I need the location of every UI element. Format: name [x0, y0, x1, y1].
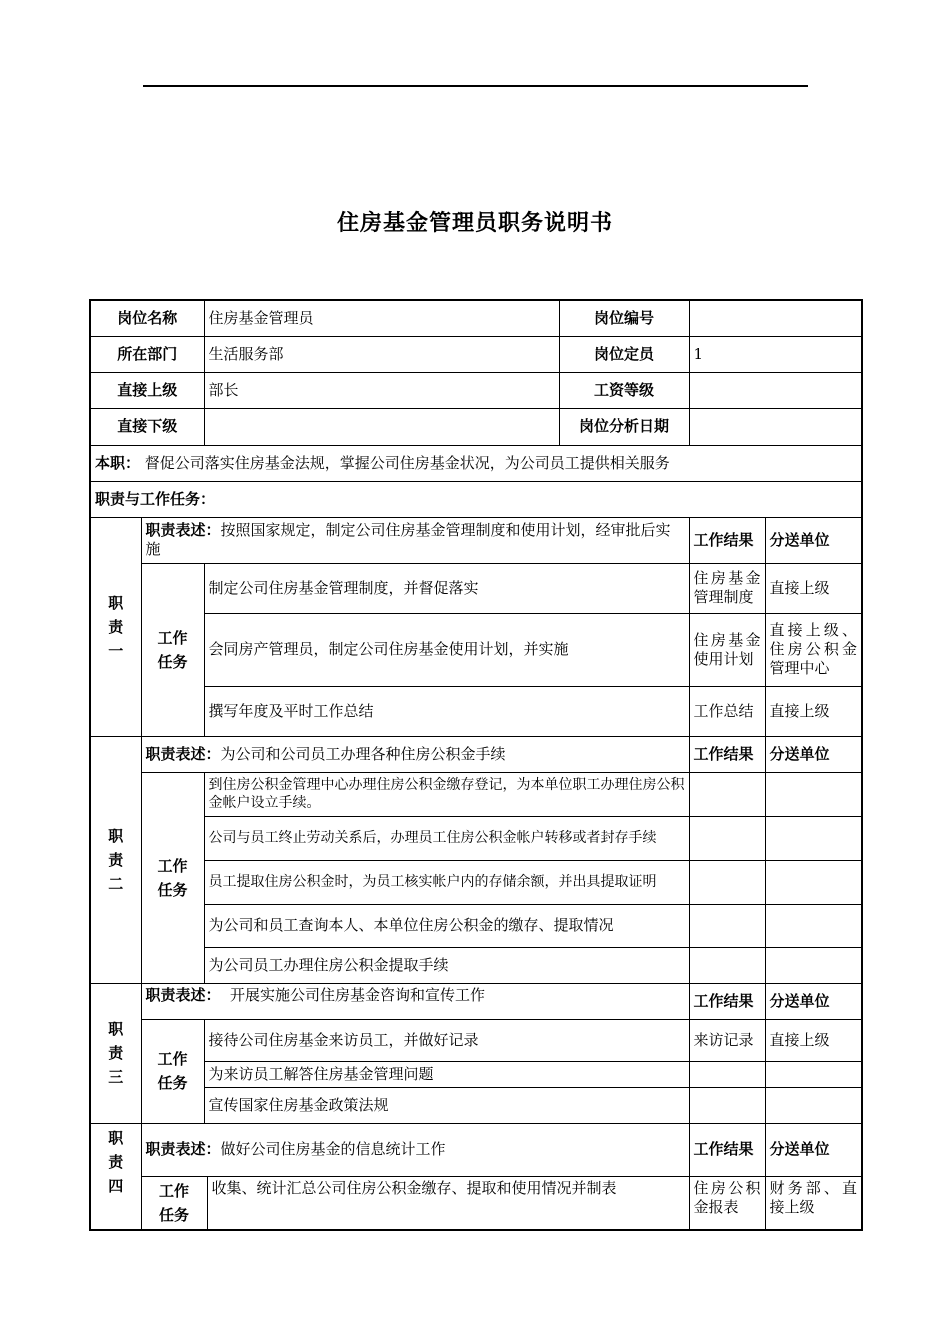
duty-label: 本职： [95, 453, 141, 472]
task-result [689, 860, 765, 904]
job-description-table-wrap [89, 299, 861, 1231]
task-dest [765, 1087, 862, 1123]
task-row [90, 860, 862, 904]
section-desc-row [90, 736, 862, 772]
grade-value [689, 372, 862, 408]
dest-header: 分送单位 [765, 517, 862, 563]
task-text: 宣传国家住房基金政策法规 [204, 1087, 689, 1123]
task-dest [765, 1061, 862, 1087]
task-row [90, 613, 862, 686]
task-result [689, 904, 765, 947]
task-row [90, 947, 862, 983]
duty-cell [90, 445, 862, 481]
task-row [90, 904, 862, 947]
section-name: 职 责 四 [90, 1123, 141, 1230]
task-label: 工作 任务 [141, 1019, 204, 1123]
task-label: 工作 任务 [141, 563, 204, 736]
section-desc: 职责表述：为公司和公司员工办理各种住房公积金手续 [141, 736, 689, 772]
job-description-table [89, 299, 863, 1231]
section-desc: 职责表述：做好公司住房基金的信息统计工作 [141, 1123, 689, 1176]
task-dest [765, 904, 862, 947]
result-header: 工作结果 [689, 517, 765, 563]
task-result: 来访记录 [689, 1019, 765, 1061]
task-text: 接待公司住房基金来访员工，并做好记录 [204, 1019, 689, 1061]
task-text: 到住房公积金管理中心办理住房公积金缴存登记，为本单位职工办理住房公积金帐户设立手续。 [204, 772, 689, 816]
task-text: 会同房产管理员，制定公司住房基金使用计划，并实施 [204, 613, 689, 686]
task-dest: 财务部、直接上级 [765, 1176, 862, 1230]
task-row [90, 816, 862, 860]
duty-row [90, 445, 862, 481]
task-result [689, 816, 765, 860]
info-row [90, 336, 862, 372]
info-row [90, 372, 862, 408]
header-rule [143, 85, 808, 87]
task-result [689, 1061, 765, 1087]
result-header: 工作结果 [689, 1123, 765, 1176]
superior-value: 部长 [204, 372, 559, 408]
task-dest [765, 947, 862, 983]
date-label: 岗位分析日期 [559, 408, 689, 445]
date-value [689, 408, 862, 445]
result-header: 工作结果 [689, 983, 765, 1019]
dept-label: 所在部门 [90, 336, 204, 372]
task-row [90, 1019, 862, 1061]
section-desc: 职责表述： 开展实施公司住房基金咨询和宣传工作 [141, 983, 689, 1019]
job-no-value [689, 300, 862, 336]
section-name: 职 责 一 [90, 517, 141, 736]
task-dest [765, 860, 862, 904]
section-name: 职 责 三 [90, 983, 141, 1123]
task-row [90, 1061, 862, 1087]
result-header: 工作结果 [689, 736, 765, 772]
duty-text: 督促公司落实住房基金法规，掌握公司住房基金状况，为公司员工提供相关服务 [144, 453, 670, 472]
subordinate-value [204, 408, 559, 445]
grade-label: 工资等级 [559, 372, 689, 408]
task-row [90, 1176, 862, 1230]
task-result [689, 947, 765, 983]
task-row [90, 563, 862, 613]
task-label: 工作 任务 [141, 1176, 207, 1230]
task-text: 为公司和员工查询本人、本单位住房公积金的缴存、提取情况 [204, 904, 689, 947]
task-dest: 直接上级 [765, 563, 862, 613]
task-result: 住房基金管理制度 [689, 563, 765, 613]
task-text: 公司与员工终止劳动关系后，办理员工住房公积金帐户转移或者封存手续 [204, 816, 689, 860]
task-result: 工作总结 [689, 686, 765, 736]
task-text: 收集、统计汇总公司住房公积金缴存、提取和使用情况并制表 [207, 1176, 689, 1230]
task-row [90, 686, 862, 736]
section-desc-row [90, 517, 862, 563]
section-desc-row [90, 983, 862, 1019]
job-no-label: 岗位编号 [559, 300, 689, 336]
task-text: 员工提取住房公积金时，为员工核实帐户内的存储余额，并出具提取证明 [204, 860, 689, 904]
task-dest: 直接上级 [765, 1019, 862, 1061]
task-text: 为来访员工解答住房基金管理问题 [204, 1061, 689, 1087]
task-dest [765, 772, 862, 816]
task-result: 住房基金使用计划 [689, 613, 765, 686]
document-title: 住房基金管理员职务说明书 [336, 211, 613, 236]
task-label: 工作 任务 [141, 772, 204, 983]
task-dest [765, 816, 862, 860]
dest-header: 分送单位 [765, 1123, 862, 1176]
section-desc-row [90, 1123, 862, 1176]
section-desc: 职责表述：按照国家规定，制定公司住房基金管理制度和使用计划，经审批后实施 [141, 517, 689, 563]
section-name: 职 责 二 [90, 736, 141, 983]
task-result [689, 772, 765, 816]
info-row [90, 300, 862, 336]
job-name-label: 岗位名称 [90, 300, 204, 336]
task-result [689, 1087, 765, 1123]
headcount-value: 1 [689, 336, 862, 372]
task-dest: 直接上级 [765, 686, 862, 736]
dest-header: 分送单位 [765, 736, 862, 772]
headcount-label: 岗位定员 [559, 336, 689, 372]
dept-value: 生活服务部 [204, 336, 559, 372]
task-row [90, 772, 862, 816]
task-dest: 直接上级、住房公积金管理中心 [765, 613, 862, 686]
info-row [90, 408, 862, 445]
task-row [90, 1087, 862, 1123]
task-text: 撰写年度及平时工作总结 [204, 686, 689, 736]
task-result: 住房公积金报表 [689, 1176, 765, 1230]
tasks-header: 职责与工作任务： [90, 481, 862, 517]
subordinate-label: 直接下级 [90, 408, 204, 445]
task-text: 为公司员工办理住房公积金提取手续 [204, 947, 689, 983]
task-text: 制定公司住房基金管理制度，并督促落实 [204, 563, 689, 613]
superior-label: 直接上级 [90, 372, 204, 408]
job-name-value: 住房基金管理员 [204, 300, 559, 336]
dest-header: 分送单位 [765, 983, 862, 1019]
tasks-header-row [90, 481, 862, 517]
